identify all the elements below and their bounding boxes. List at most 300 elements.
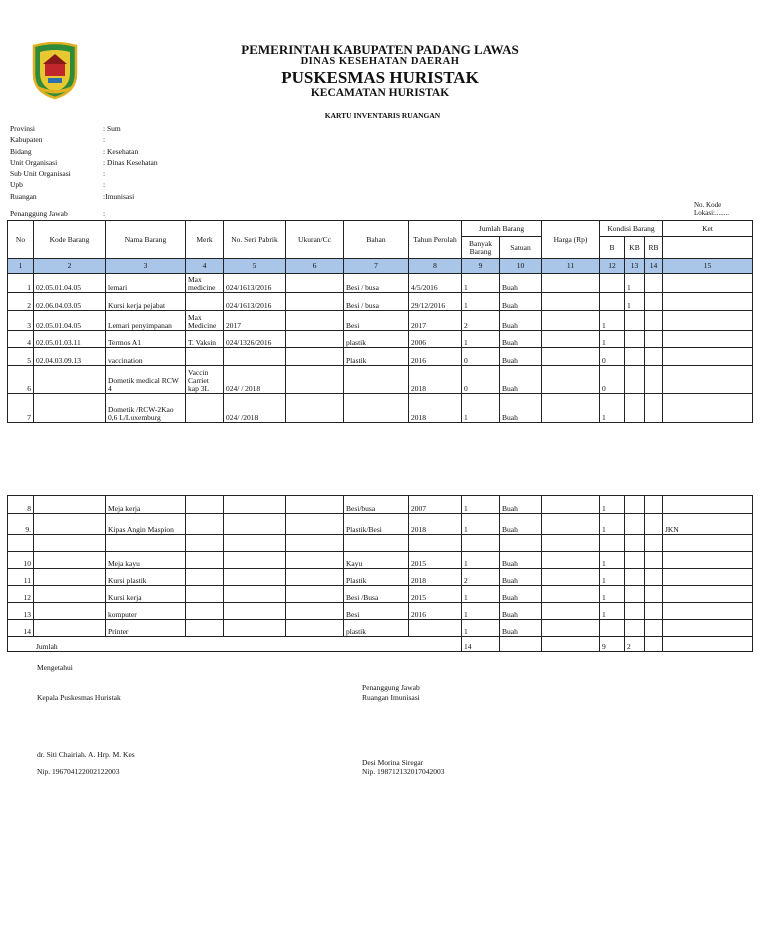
cell-rb (645, 514, 663, 535)
table-row (8, 311, 753, 331)
cell-nama: Lemari penyimpanan (106, 311, 186, 331)
cell-no: 2 (8, 293, 34, 311)
cell-banyak: 1 (462, 514, 500, 535)
cell-harga (542, 496, 600, 514)
cell-harga (542, 569, 600, 586)
right-signer-name: Desi Morina Siregar (362, 758, 424, 767)
cell-b: 1 (600, 311, 625, 331)
total-cell (500, 637, 542, 652)
cell-b: 1 (600, 394, 625, 423)
cell-ukuran (286, 586, 344, 603)
cell-seri (224, 586, 286, 603)
cell-banyak: 1 (462, 620, 500, 637)
inventory-table-bottom (7, 495, 753, 652)
cell-bahan: Besi / busa (344, 274, 409, 293)
cell-kode (34, 514, 106, 535)
cell-tahun: 2006 (409, 331, 462, 348)
table-header-row (8, 221, 753, 237)
cell-bahan: Besi / busa (344, 293, 409, 311)
cell-bahan (344, 366, 409, 394)
info-label: Upb (10, 180, 23, 190)
cell-banyak: 1 (462, 496, 500, 514)
info-value: : Sum (103, 124, 121, 133)
cell-kb (625, 348, 645, 366)
cell-kb (625, 331, 645, 348)
cell-satuan: Buah (500, 586, 542, 603)
table-row (8, 535, 753, 552)
right-signer-title: Penanggung Jawab (362, 683, 420, 692)
column-number: 12 (600, 259, 625, 274)
column-number: 7 (344, 259, 409, 274)
total-b: 9 (600, 637, 625, 652)
cell-kode: 02.06.04.03.05 (34, 293, 106, 311)
cell-bahan: Besi /Busa (344, 586, 409, 603)
cell-seri (224, 603, 286, 620)
cell-kode (34, 535, 106, 552)
no-kode-line: No. Kode (694, 201, 722, 209)
cell-nama: Meja kerja (106, 496, 186, 514)
col-header-bahan: Bahan (344, 221, 409, 259)
cell-kb (625, 569, 645, 586)
cell-merk: T. Vaksin (186, 331, 224, 348)
info-value: : (103, 209, 106, 219)
total-label: Jumlah (8, 637, 462, 652)
cell-seri: 2017 (224, 311, 286, 331)
cell-banyak: 1 (462, 274, 500, 293)
cell-tahun: 4/5/2016 (409, 274, 462, 293)
cell-harga (542, 603, 600, 620)
cell-tahun: 2018 (409, 569, 462, 586)
cell-tahun: 2015 (409, 552, 462, 569)
cell-no: 7 (8, 394, 34, 423)
cell-tahun: 2015 (409, 586, 462, 603)
cell-no: 12 (8, 586, 34, 603)
cell-tahun: 2016 (409, 348, 462, 366)
cell-kb: 1 (625, 274, 645, 293)
cell-tahun: 2018 (409, 514, 462, 535)
cell-satuan: Buah (500, 514, 542, 535)
cell-ket (663, 496, 753, 514)
cell-bahan: Kayu (344, 552, 409, 569)
cell-ukuran (286, 569, 344, 586)
cell-kb (625, 603, 645, 620)
left-signer-nip: Nip. 196704122002122003 (37, 767, 120, 776)
cell-merk (186, 496, 224, 514)
column-number-row (8, 259, 753, 274)
cell-no: 6 (8, 366, 34, 394)
cell-rb (645, 569, 663, 586)
cell-banyak: 1 (462, 603, 500, 620)
cell-rb (645, 620, 663, 637)
cell-ukuran (286, 620, 344, 637)
cell-b (600, 274, 625, 293)
cell-satuan: Buah (500, 620, 542, 637)
column-number: 11 (542, 259, 600, 274)
cell-nama: Kipas Angin Maspion (106, 514, 186, 535)
cell-ket (663, 274, 753, 293)
cell-bahan: plastik (344, 620, 409, 637)
cell-ukuran (286, 274, 344, 293)
cell-no: 9. (8, 514, 34, 535)
cell-no: 4 (8, 331, 34, 348)
cell-ukuran (286, 366, 344, 394)
col-header-no: No (8, 221, 34, 259)
cell-no: 13 (8, 603, 34, 620)
cell-b: 1 (600, 514, 625, 535)
cell-ket (663, 293, 753, 311)
cell-kb (625, 535, 645, 552)
cell-ukuran (286, 603, 344, 620)
cell-ukuran (286, 348, 344, 366)
column-number: 4 (186, 259, 224, 274)
cell-b: 0 (600, 348, 625, 366)
cell-b: 1 (600, 496, 625, 514)
table-row (8, 569, 753, 586)
table-row (8, 366, 753, 394)
cell-ket (663, 586, 753, 603)
cell-rb (645, 552, 663, 569)
table-row (8, 603, 753, 620)
cell-b: 1 (600, 603, 625, 620)
column-number: 10 (500, 259, 542, 274)
info-value: : Dinas Kesehatan (103, 157, 158, 167)
cell-kode: 02.05.01.04.05 (34, 274, 106, 293)
cell-banyak: 1 (462, 331, 500, 348)
cell-kb (625, 311, 645, 331)
cell-merk (186, 569, 224, 586)
cell-satuan: Buah (500, 569, 542, 586)
cell-banyak: 0 (462, 366, 500, 394)
left-signer-name: dr. Siti Chairiah. A. Hrp. M. Kes (37, 750, 135, 759)
cell-ket (663, 348, 753, 366)
cell-b (600, 293, 625, 311)
col-header-kode: Kode Barang (34, 221, 106, 259)
cell-rb (645, 311, 663, 331)
info-row (10, 179, 158, 190)
cell-rb (645, 348, 663, 366)
table-row (8, 274, 753, 293)
cell-kode (34, 603, 106, 620)
cell-rb (645, 535, 663, 552)
col-header-ket: Ket (663, 221, 753, 237)
cell-bahan: plastik (344, 331, 409, 348)
cell-kb (625, 366, 645, 394)
info-row (10, 191, 158, 202)
table-row (8, 496, 753, 514)
cell-bahan: Besi (344, 603, 409, 620)
cell-merk (186, 552, 224, 569)
cell-kode: 02.05.01.04.05 (34, 311, 106, 331)
column-number: 13 (625, 259, 645, 274)
column-number: 6 (286, 259, 344, 274)
cell-nama: Meja kayu (106, 552, 186, 569)
col-header-satuan: Satuan (500, 237, 542, 259)
cell-kode (34, 569, 106, 586)
cell-harga (542, 535, 600, 552)
cell-satuan: Buah (500, 496, 542, 514)
cell-merk: Max medicine (186, 274, 224, 293)
cell-rb (645, 586, 663, 603)
cell-harga (542, 274, 600, 293)
cell-kb: 1 (625, 293, 645, 311)
cell-kode (34, 620, 106, 637)
cell-satuan: Buah (500, 311, 542, 331)
cell-banyak (462, 535, 500, 552)
cell-rb (645, 366, 663, 394)
cell-satuan: Buah (500, 274, 542, 293)
table-row (8, 514, 753, 535)
cell-nama (106, 535, 186, 552)
cell-harga (542, 348, 600, 366)
cell-ukuran (286, 496, 344, 514)
cell-nama: Dometik /RCW-2Kao 0,6 L/Luxemburg (106, 394, 186, 423)
lokasi-line: Lokasi:........ (694, 209, 729, 217)
cell-rb (645, 496, 663, 514)
cell-banyak: 0 (462, 348, 500, 366)
cell-no: 3 (8, 311, 34, 331)
cell-harga (542, 394, 600, 423)
info-value: : Kesehatan (103, 146, 139, 156)
cell-nama: vaccination (106, 348, 186, 366)
cell-satuan: Buah (500, 603, 542, 620)
cell-no: 1 (8, 274, 34, 293)
cell-harga (542, 586, 600, 603)
info-block (10, 123, 158, 219)
cell-nama: Printer (106, 620, 186, 637)
cell-ket (663, 535, 753, 552)
cell-nama: Kursi kerja (106, 586, 186, 603)
cell-kb (625, 586, 645, 603)
cell-ukuran (286, 552, 344, 569)
info-label: Unit Organisasi (10, 157, 58, 167)
cell-ket (663, 311, 753, 331)
cell-seri (224, 569, 286, 586)
cell-no: 11 (8, 569, 34, 586)
total-cell (645, 637, 663, 652)
cell-tahun: 2016 (409, 603, 462, 620)
cell-no: 5 (8, 348, 34, 366)
info-row (10, 157, 158, 168)
cell-nama: Kursi kerja pejabat (106, 293, 186, 311)
info-label: Bidang (10, 146, 32, 156)
cell-bahan: Plastik (344, 569, 409, 586)
cell-nama: Dometik medical RCW 4 (106, 366, 186, 394)
cell-kode (34, 552, 106, 569)
cell-no: 10 (8, 552, 34, 569)
cell-b: 1 (600, 569, 625, 586)
cell-merk: Max Medicine (186, 311, 224, 331)
info-row (10, 134, 158, 145)
cell-kb (625, 514, 645, 535)
cell-no: 14 (8, 620, 34, 637)
cell-merk (186, 620, 224, 637)
cell-ukuran (286, 535, 344, 552)
table-row (8, 331, 753, 348)
cell-no (8, 535, 34, 552)
cell-kode (34, 394, 106, 423)
info-value: : (103, 180, 106, 190)
cell-ket (663, 569, 753, 586)
cell-rb (645, 603, 663, 620)
cell-banyak: 1 (462, 394, 500, 423)
cell-harga (542, 514, 600, 535)
cell-ket (663, 552, 753, 569)
total-kb: 2 (625, 637, 645, 652)
cell-merk: Vaccin Carriet kap 3L (186, 366, 224, 394)
column-number: 5 (224, 259, 286, 274)
cell-bahan (344, 394, 409, 423)
cell-seri: 024/ / 2018 (224, 366, 286, 394)
cell-kb (625, 552, 645, 569)
cell-satuan: Buah (500, 331, 542, 348)
info-value: :Imunisasi (103, 191, 135, 201)
cell-merk (186, 535, 224, 552)
cell-b: 1 (600, 586, 625, 603)
cell-seri (224, 514, 286, 535)
no-kode-lokasi (694, 201, 729, 217)
cell-harga (542, 293, 600, 311)
info-row (10, 168, 158, 179)
info-label: Provinsi (10, 124, 36, 133)
cell-bahan: Plastik/Besi (344, 514, 409, 535)
cell-nama: komputer (106, 603, 186, 620)
table-row (8, 552, 753, 569)
table-row (8, 394, 753, 423)
col-header-seri: No. Seri Pabrik (224, 221, 286, 259)
column-number: 1 (8, 259, 34, 274)
cell-b: 1 (600, 331, 625, 348)
col-header-kondisi: Kondisi Barang (600, 221, 663, 237)
cell-nama: Termos A1 (106, 331, 186, 348)
left-signer-title: Kepala Puskesmas Huristak (37, 693, 121, 702)
cell-satuan: Buah (500, 552, 542, 569)
cell-tahun (409, 535, 462, 552)
cell-kode (34, 366, 106, 394)
column-number: 8 (409, 259, 462, 274)
cell-tahun: 2017 (409, 311, 462, 331)
cell-bahan (344, 535, 409, 552)
table-row (8, 293, 753, 311)
cell-ket (663, 394, 753, 423)
total-cell (542, 637, 600, 652)
cell-ket: JKN (663, 514, 753, 535)
cell-kb (625, 394, 645, 423)
cell-ket (663, 366, 753, 394)
cell-seri: 024/1613/2016 (224, 274, 286, 293)
info-value: : (103, 169, 106, 179)
cell-kb (625, 620, 645, 637)
column-number: 3 (106, 259, 186, 274)
table-row (8, 348, 753, 366)
cell-ukuran (286, 293, 344, 311)
column-number: 2 (34, 259, 106, 274)
column-number: 14 (645, 259, 663, 274)
info-row (10, 208, 158, 219)
cell-b: 1 (600, 552, 625, 569)
col-header-merk: Merk (186, 221, 224, 259)
info-value: : (103, 135, 106, 145)
right-signer-room: Ruangan Imunisasi (362, 693, 420, 702)
cell-seri (224, 348, 286, 366)
info-label: Sub Unit Organisasi (10, 169, 71, 179)
cell-merk (186, 293, 224, 311)
col-header-rb: RB (645, 237, 663, 259)
cell-b (600, 620, 625, 637)
cell-rb (645, 293, 663, 311)
info-label: Kabupaten (10, 135, 43, 145)
cell-kode (34, 496, 106, 514)
cell-ukuran (286, 514, 344, 535)
cell-bahan: Plastik (344, 348, 409, 366)
cell-banyak: 2 (462, 311, 500, 331)
cell-seri: 024/1613/2016 (224, 293, 286, 311)
cell-rb (645, 394, 663, 423)
table-row (8, 586, 753, 603)
col-header-tahun: Tahun Perolah (409, 221, 462, 259)
cell-harga (542, 311, 600, 331)
total-row (8, 637, 753, 652)
cell-ukuran (286, 331, 344, 348)
cell-merk (186, 348, 224, 366)
cell-merk (186, 603, 224, 620)
cell-tahun (409, 620, 462, 637)
cell-tahun: 2007 (409, 496, 462, 514)
cell-satuan: Buah (500, 348, 542, 366)
cell-seri (224, 535, 286, 552)
col-header-ukuran: Ukuran/Cc (286, 221, 344, 259)
cell-rb (645, 274, 663, 293)
col-header-nama: Nama Barang (106, 221, 186, 259)
cell-harga (542, 331, 600, 348)
total-banyak: 14 (462, 637, 500, 652)
cell-ukuran (286, 394, 344, 423)
cell-kode: 02.05.01.03.11 (34, 331, 106, 348)
header-dinas-name: DINAS KESEHATAN DAERAH (300, 56, 460, 67)
cell-rb (645, 331, 663, 348)
col-header-kb: KB (625, 237, 645, 259)
cell-nama: lemari (106, 274, 186, 293)
header-government-name: PEMERINTAH KABUPATEN PADANG LAWAS (241, 42, 519, 57)
cell-tahun: 29/12/2016 (409, 293, 462, 311)
col-header-b: B (600, 237, 625, 259)
cell-seri (224, 552, 286, 569)
col-header-harga: Harga (Rp) (542, 221, 600, 259)
cell-banyak: 1 (462, 293, 500, 311)
cell-banyak: 1 (462, 552, 500, 569)
column-number: 15 (663, 259, 753, 274)
cell-kode (34, 586, 106, 603)
cell-satuan: Buah (500, 366, 542, 394)
document-title: KARTU INVENTARIS RUANGAN (324, 111, 441, 120)
mengetahui-label: Mengetahui (37, 663, 73, 672)
cell-kb (625, 496, 645, 514)
header-kecamatan-name: KECAMATAN HURISTAK (310, 87, 450, 99)
cell-ukuran (286, 311, 344, 331)
cell-merk (186, 586, 224, 603)
cell-seri (224, 620, 286, 637)
cell-seri (224, 496, 286, 514)
info-row (10, 146, 158, 157)
cell-ket (663, 603, 753, 620)
cell-tahun: 2018 (409, 394, 462, 423)
right-signer-nip: Nip. 198712132017042003 (362, 767, 445, 776)
inventory-table-top (7, 220, 753, 423)
col-header-jumlah: Jumlah Barang (462, 221, 542, 237)
total-cell (663, 637, 753, 652)
cell-seri: 024/1326/2016 (224, 331, 286, 348)
cell-b (600, 535, 625, 552)
cell-tahun: 2018 (409, 366, 462, 394)
